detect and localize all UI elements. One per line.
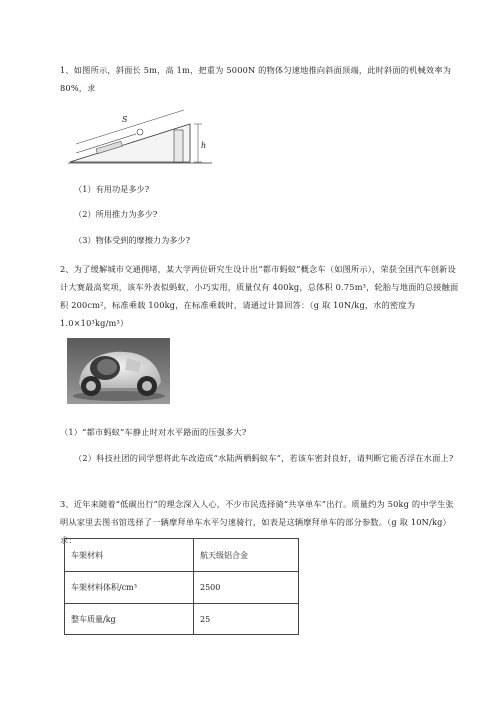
table-cell: 航天级铝合金 bbox=[194, 539, 299, 572]
q1-sub-3: （3）物体受到的摩擦力为多少? bbox=[74, 235, 191, 245]
q2-sub-1: （1）“都市蚂蚁”车静止时对水平路面的压强多大? bbox=[60, 427, 247, 437]
q1-sub-1: （1）有用功是多少? bbox=[74, 184, 150, 194]
incline-figure bbox=[66, 108, 216, 168]
table-row bbox=[65, 539, 299, 572]
table-cell: 车架材料体积/cm³ bbox=[65, 572, 194, 604]
q3-stem: 3、近年来随着“低碳出行”的理念深入人心，不少市民选择骑“共享单车”出行。质量约为 50kg 的中学生张明从家里去图书馆选择了一辆摩拜单车水平匀速骑行，如表是这辆摩拜单车的部分参数。（g 取 10N/kg） 求： bbox=[60, 499, 454, 545]
incline-length-label: S bbox=[122, 115, 128, 124]
q1-sub-2: （2）所用推力为多少? bbox=[74, 209, 158, 219]
q1-stem: 1、如图所示，斜面长 5m，高 1m，把重为 5000N 的物体匀速地推向斜面顶端，此时斜面的机械效率为 80%，求 bbox=[60, 65, 452, 93]
incline-height-label: h bbox=[201, 141, 207, 150]
table-cell: 整车质量/kg bbox=[65, 604, 194, 635]
concept-car-photo bbox=[67, 338, 170, 404]
table-cell: 25 bbox=[194, 604, 299, 635]
q2-sub-2: （2）科技社团的同学想将此车改造成“水陆两栖蚂蚁车”，若该车密封良好，请判断它能否浮在水面上? bbox=[74, 453, 454, 463]
table-row bbox=[65, 604, 299, 635]
table-cell: 2500 bbox=[194, 572, 299, 604]
table-row bbox=[65, 572, 299, 604]
q2-stem: 2、为了缓解城市交通拥堵，某大学两位研究生设计出“都市蚂蚁”概念车（如图所示），荣获全国汽车创新设计大赛最高奖项，该车外表似蚂蚁，小巧实用，质量仅有 400kg，总体积 0.75m³，轮胎与地面的总接触面积 200cm²，标准乘载 100kg，在标准乘载时，请通过计算回答：（g 取 10N/kg，水的密度为 1.0×10³kg/m³） bbox=[60, 264, 459, 328]
table-cell: 车架材料 bbox=[65, 539, 194, 572]
bike-parameters-table bbox=[64, 538, 299, 635]
